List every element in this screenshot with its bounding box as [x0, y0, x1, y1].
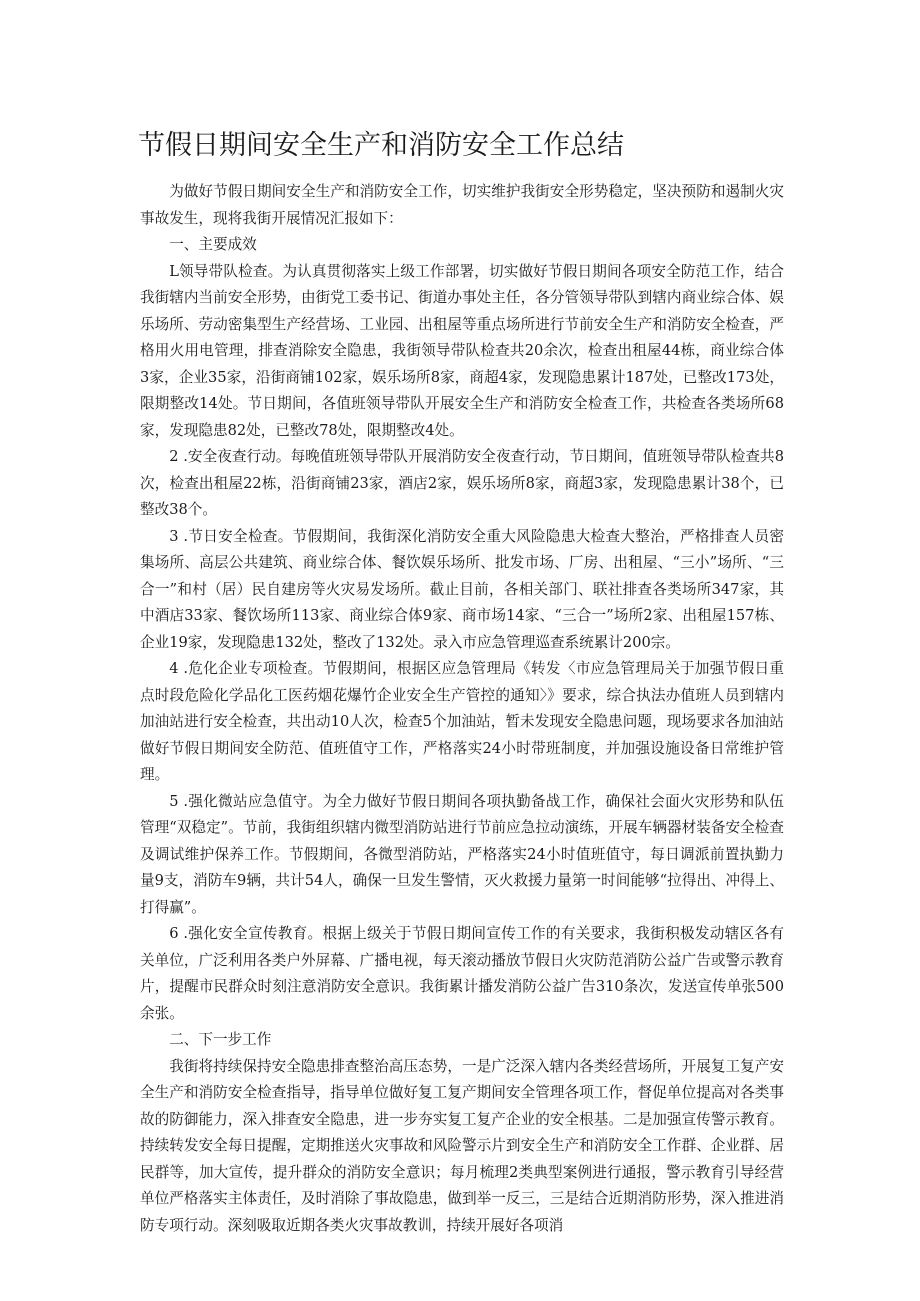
paragraph-night-inspection: 2 .安全夜查行动。每晚值班领导带队开展消防安全夜查行动，节日期间，值班领导带队检查共8次，检查出租屋22栋，沿街商铺23家，酒店2家，娱乐场所8家，商超3家，发现隐患累计38个，已整改38个。 — [140, 448, 784, 518]
paragraph-leader-inspection: L领导带队检查。为认真贯彻落实上级工作部署，切实做好节假日期间各项安全防范工作，结合我街辖内当前安全形势，由街党工委书记、街道办事处主任，各分管领导带队到辖内商业综合体、娱乐场所、劳动密集型生产经营场、工业园、出租屋等重点场所进行节前安全生产和消防安全检查，严格用火用电管理，排查消除安全隐患，我街领导带队检查共20余次，检查出租屋44栋，商业综合体3家，企业35家，沿街商铺102家，娱乐场所8家，商超4家，发现隐患累计187处，已整改173处，限期整改14处。节日期间，各值班领导带队开展安全生产和消防安全检查工作，共检查各类场所68家，发现隐患82处，已整改78处，限期整改4处。 — [140, 262, 784, 439]
document-body — [140, 179, 784, 1239]
paragraph-holiday-inspection: 3 .节日安全检查。节假期间，我街深化消防安全重大风险隐患大检查大整治，严格排查人员密集场所、高层公共建筑、商业综合体、餐饮娱乐场所、批发市场、厂房、出租屋、“三小”场所、“三合一”和村（居）民自建房等火灾易发场所。截止目前，各相关部门、联社排查各类场所347家，其中酒店33家、餐饮场所113家、商业综合体9家、商市场14家、“三合一”场所2家、出租屋157栋、企业19家，发现隐患132处，整改了132处。录入市应急管理巡查系统累计200宗。 — [140, 527, 784, 651]
paragraph-next-steps: 我街将持续保持安全隐患排查整治高压态势，一是广泛深入辖内各类经营场所，开展复工复产安全生产和消防安全检查指导，指导单位做好复工复产期间安全管理各项工作，督促单位提高对各类事故的防御能力，深入排查安全隐患，进一步夯实复工复产企业的安全根基。二是加强宣传警示教育。持续转发安全每日提醒，定期推送火灾事故和风险警示片到安全生产和消防安全工作群、企业群、居民群等，加大宣传，提升群众的消防安全意识；每月梳理2类典型案例进行通报，警示教育引导经营单位严格落实主体责任，及时消除了事故隐患，做到举一反三，三是结合近期消防形势，深入推进消防专项行动。深刻吸取近期各类火灾事故教训，持续开展好各项消 — [140, 1057, 784, 1234]
intro-paragraph: 为做好节假日期间安全生产和消防安全工作，切实维护我街安全形势稳定，坚决预防和遏制火灾事故发生，现将我街开展情况汇报如下： — [140, 183, 784, 227]
section-heading-results: 一、主要成效 — [169, 236, 257, 253]
paragraph-safety-publicity: 6 .强化安全宣传教育。根据上级关于节假日期间宣传工作的有关要求，我街积极发动辖区各有关单位，广泛利用各类户外屏幕、广播电视，每天滚动播放节假日火灾防范消防公益广告或警示教育片，提醒市民群众时刻注意消防安全意识。我街累计播发消防公益广告310条次，发送宣传单张500余张。 — [140, 925, 784, 1022]
paragraph-micro-station-duty: 5 .强化微站应急值守。为全力做好节假日期间各项执勤备战工作，确保社会面火灾形势和队伍管理“双稳定”。节前，我街组织辖内微型消防站进行节前应急拉动演练，开展车辆器材装备安全检查及调试维护保养工作。节假期间，各微型消防站，严格落实24小时值班值守，每日调派前置执勤力量9支，消防车9辆，共计54人，确保一旦发生警情，灭火救援力量第一时间能够“拉得出、冲得上、打得赢”。 — [140, 792, 784, 916]
paragraph-hazchem-inspection: 4 .危化企业专项检查。节假期间，根据区应急管理局《转发〈市应急管理局关于加强节假日重点时段危险化学品化工医药烟花爆竹企业安全生产管控的通知〉》要求，综合执法办值班人员到辖内加油站进行安全检查，共出动10人次，检查5个加油站，暂未发现安全隐患问题，现场要求各加油站做好节假日期间安全防范、值班值守工作，严格落实24小时带班制度，并加强设施设备日常维护管理。 — [140, 660, 784, 783]
document-title: 节假日期间安全生产和消防安全工作总结 — [138, 130, 624, 161]
section-heading-next-steps: 二、下一步工作 — [169, 1031, 272, 1048]
